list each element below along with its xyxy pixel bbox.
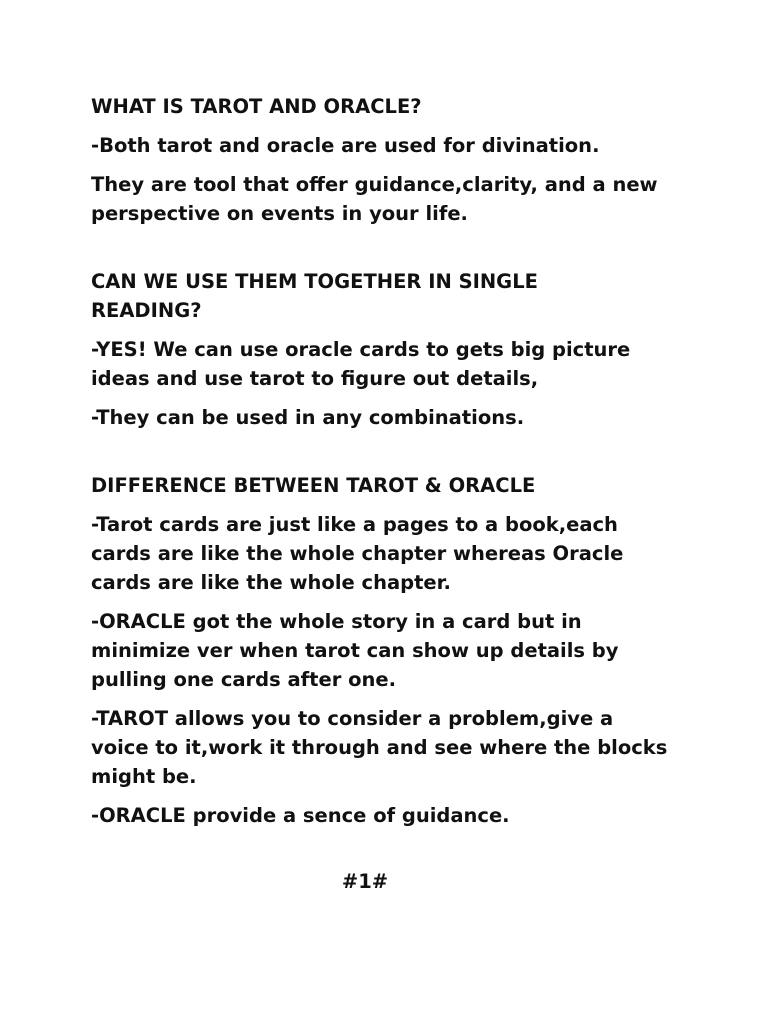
paragraph (91, 704, 691, 791)
paragraph-line: -Tarot cards are just like a pages to a book,each (91, 513, 618, 536)
paragraph (91, 510, 691, 597)
paragraph-line: cards are like the whole chapter whereas Oracle (91, 542, 624, 565)
paragraph-line: perspective on events in your life. (91, 202, 468, 225)
heading-line: DIFFERENCE BETWEEN TAROT & ORACLE (91, 474, 536, 497)
section-heading (91, 92, 691, 121)
paragraph-line: They are tool that offer guidance,clarity, and a new (91, 173, 658, 196)
paragraph (91, 403, 691, 432)
heading-line: CAN WE USE THEM TOGETHER IN SINGLE (91, 270, 538, 293)
paragraph-line: -YES! We can use oracle cards to gets big picture (91, 338, 631, 361)
paragraph-line: -They can be used in any combinations. (91, 406, 525, 429)
paragraph-line: cards are like the whole chapter. (91, 571, 451, 594)
heading-line: READING? (91, 299, 202, 322)
paragraph-line: -TAROT allows you to consider a problem,give a (91, 707, 614, 730)
paragraph-line: voice to it,work it through and see where the blocks (91, 736, 668, 759)
paragraph-line: -ORACLE got the whole story in a card but in (91, 610, 582, 633)
paragraph-line: might be. (91, 765, 197, 788)
paragraph (91, 170, 691, 228)
heading-line: WHAT IS TAROT AND ORACLE? (91, 95, 422, 118)
paragraph (91, 607, 691, 694)
paragraph (91, 335, 691, 393)
document-body (91, 92, 691, 840)
paragraph (91, 801, 691, 830)
paragraph-line: ideas and use tarot to figure out details, (91, 367, 539, 390)
section-heading (91, 267, 691, 325)
paragraph (91, 131, 691, 160)
paragraph-line: minimize ver when tarot can show up details by (91, 639, 619, 662)
paragraph-line: pulling one cards after one. (91, 668, 397, 691)
section-heading (91, 471, 691, 500)
paragraph-line: -ORACLE provide a sence of guidance. (91, 804, 510, 827)
page-number-marker: #1# (341, 870, 389, 893)
paragraph-line: -Both tarot and oracle are used for divination. (91, 134, 600, 157)
